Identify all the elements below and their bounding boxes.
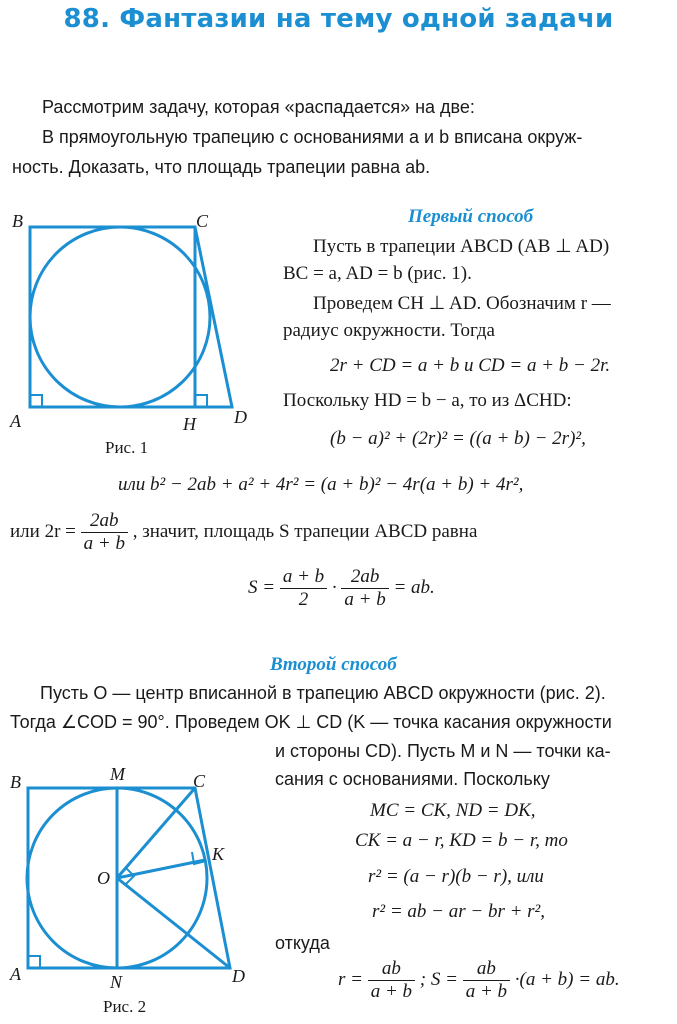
method-1-eq-5: [248, 566, 435, 611]
method-2-eq-2: CK = a − r, KD = b − r, то: [355, 830, 568, 851]
fraction-numerator: ab: [463, 958, 510, 981]
method-1-line-3: Проведем CH ⊥ AD. Обозначим r —: [313, 293, 611, 314]
method-1-eq-1: 2r + CD = a + b и CD = a + b − 2r.: [330, 355, 611, 376]
method-2-eq-5: [338, 958, 620, 1003]
right-angle-a: [30, 395, 42, 407]
intro-line-1: Рассмотрим задачу, которая «распадается» на две:: [42, 97, 475, 117]
fraction-numerator: a + b: [280, 566, 327, 589]
label-n: N: [110, 972, 123, 992]
method-2-eq-1: MC = CK, ND = DK,: [370, 800, 536, 821]
method-1-eq-3: или b² − 2ab + a² + 4r² = (a + b)² − 4r(a + b) + 4r²,: [118, 474, 524, 495]
fraction-2ab-over-a-plus-b: [81, 510, 128, 555]
eq-4-prefix: или 2r =: [10, 520, 76, 542]
eq-5-prefix: r =: [338, 968, 363, 990]
method-2-eq-3: r² = (a − r)(b − r), или: [368, 866, 544, 887]
label-d: D: [232, 966, 245, 986]
fraction-numerator: 2ab: [81, 510, 128, 533]
label-b: B: [12, 211, 23, 231]
method-1-eq-2: (b − a)² + (2r)² = ((a + b) − 2r)²,: [330, 428, 586, 449]
label-k: K: [212, 844, 225, 864]
intro-line-3: ность. Доказать, что площадь трапеции равна ab.: [12, 157, 431, 177]
eq-4-suffix: , значит, площадь S трапеции ABCD равна: [132, 520, 478, 542]
figure-2: [0, 760, 270, 1024]
fraction-numerator: 2ab: [341, 566, 388, 589]
method-2-line-1: Пусть O — центр вписанной в трапецию ABCD окружности (рис. 2).: [40, 683, 606, 703]
trapezoid-abcd: [28, 788, 230, 968]
fraction-denominator: a + b: [465, 981, 508, 1002]
label-c: C: [196, 211, 209, 231]
figure-1: [0, 205, 280, 465]
eq-5-mid: ; S =: [419, 968, 458, 990]
fraction-a-plus-b-over-2: [280, 566, 327, 611]
method-1-line-1: Пусть в трапеции ABCD (AB ⊥ AD): [313, 236, 610, 257]
label-b: B: [10, 772, 21, 792]
trapezoid-abcd: [30, 227, 232, 407]
label-a: A: [10, 964, 21, 984]
label-o: O: [97, 868, 110, 888]
label-m: M: [110, 764, 125, 784]
label-d: D: [234, 407, 247, 427]
fraction-ab-over-a-plus-b: [368, 958, 415, 1003]
page-title: 88. Фантазии на тему одной задачи: [63, 4, 614, 34]
fraction-denominator: 2: [298, 589, 309, 610]
figure-2-caption: Рис. 2: [103, 997, 147, 1016]
fraction-numerator: ab: [368, 958, 415, 981]
inscribed-circle: [30, 227, 210, 407]
method-1-line-2: BC = a, AD = b (рис. 1).: [283, 263, 472, 284]
eq-5-suffix: ·(a + b) = ab.: [514, 968, 620, 990]
right-angle-a: [28, 956, 40, 968]
label-c: C: [193, 771, 206, 791]
label-h: H: [183, 414, 196, 434]
method-2-line-2: Тогда ∠COD = 90°. Проведем OK ⊥ CD (K — точка касания окружности: [10, 712, 612, 732]
fraction-denominator: a + b: [344, 589, 386, 610]
fraction-2ab-over-a-plus-b: [341, 566, 388, 611]
fraction-ab-over-a-plus-b: [463, 958, 510, 1003]
method-1-line-5: Поскольку HD = b − a, то из ΔCHD:: [283, 390, 572, 411]
method-1-heading: Первый способ: [408, 206, 534, 227]
fraction-denominator: a + b: [370, 981, 413, 1002]
method-2-line-4: сания с основаниями. Поскольку: [275, 769, 550, 789]
eq-5-suffix: = ab.: [393, 576, 435, 598]
fraction-denominator: a + b: [83, 533, 125, 554]
right-angle-h: [195, 395, 207, 407]
method-2-heading: Второй способ: [270, 654, 397, 675]
label-a: A: [10, 411, 21, 431]
segment-od: [117, 878, 230, 968]
eq-5-prefix: S =: [248, 576, 276, 598]
method-2-line-5: откуда: [275, 933, 330, 953]
intro-line-2: В прямоугольную трапецию с основаниями a и b вписана окруж-: [42, 127, 583, 147]
figure-1-caption: Рис. 1: [105, 438, 149, 457]
method-2-line-3: и стороны CD). Пусть M и N — точки ка-: [275, 741, 611, 761]
method-1-line-4: радиус окружности. Тогда: [283, 320, 495, 341]
eq-5-dot: ·: [331, 576, 337, 598]
method-2-eq-4: r² = ab − ar − br + r²,: [372, 901, 546, 922]
method-1-eq-4: [10, 510, 477, 555]
